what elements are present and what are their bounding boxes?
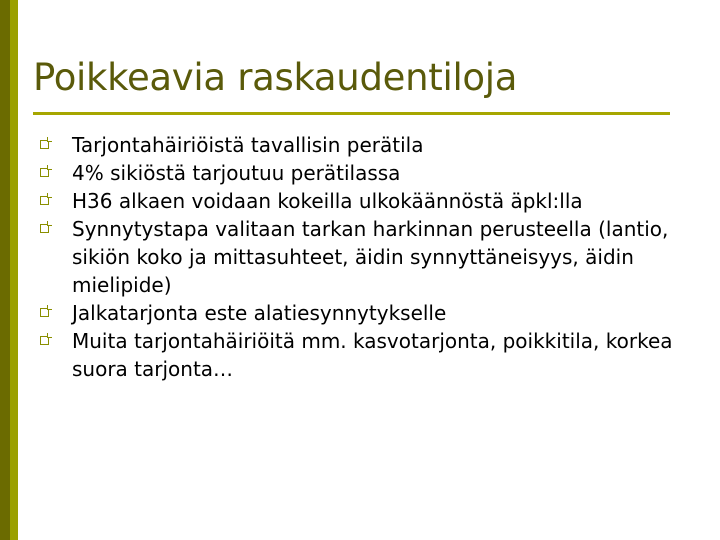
bullet-text: Synnytystapa valitaan tarkan harkinnan perusteella (lantio, sikiön koko ja mittasuhteet, äidin synnyttäneisyys, äidin mielipide) [72,217,669,297]
left-accent-bar-light [10,0,18,540]
bullet-text: Tarjontahäiriöistä tavallisin perätila [72,133,424,157]
slide-title: Poikkeavia raskaudentiloja [33,56,518,99]
square-bullet-icon [40,224,49,233]
title-underline [33,112,670,115]
square-bullet-icon [40,308,49,317]
square-bullet-icon [40,196,49,205]
square-bullet-icon [40,336,49,345]
bullet-text: Muita tarjontahäiriöitä mm. kasvotarjonta, poikkitila, korkea suora tarjonta… [72,329,673,381]
bullet-item [40,327,680,383]
bullet-item [40,131,680,159]
square-bullet-icon [40,168,49,177]
square-bullet-icon [40,140,49,149]
bullet-text: H36 alkaen voidaan kokeilla ulkokäännöstä äpkl:lla [72,189,583,213]
bullet-item [40,299,680,327]
bullet-item [40,187,680,215]
bullet-list [40,131,680,383]
bullet-item [40,159,680,187]
bullet-text: 4% sikiöstä tarjoutuu perätilassa [72,161,401,185]
bullet-text: Jalkatarjonta este alatiesynnytykselle [72,301,447,325]
bullet-item [40,215,680,299]
left-accent-bar-dark [0,0,10,540]
